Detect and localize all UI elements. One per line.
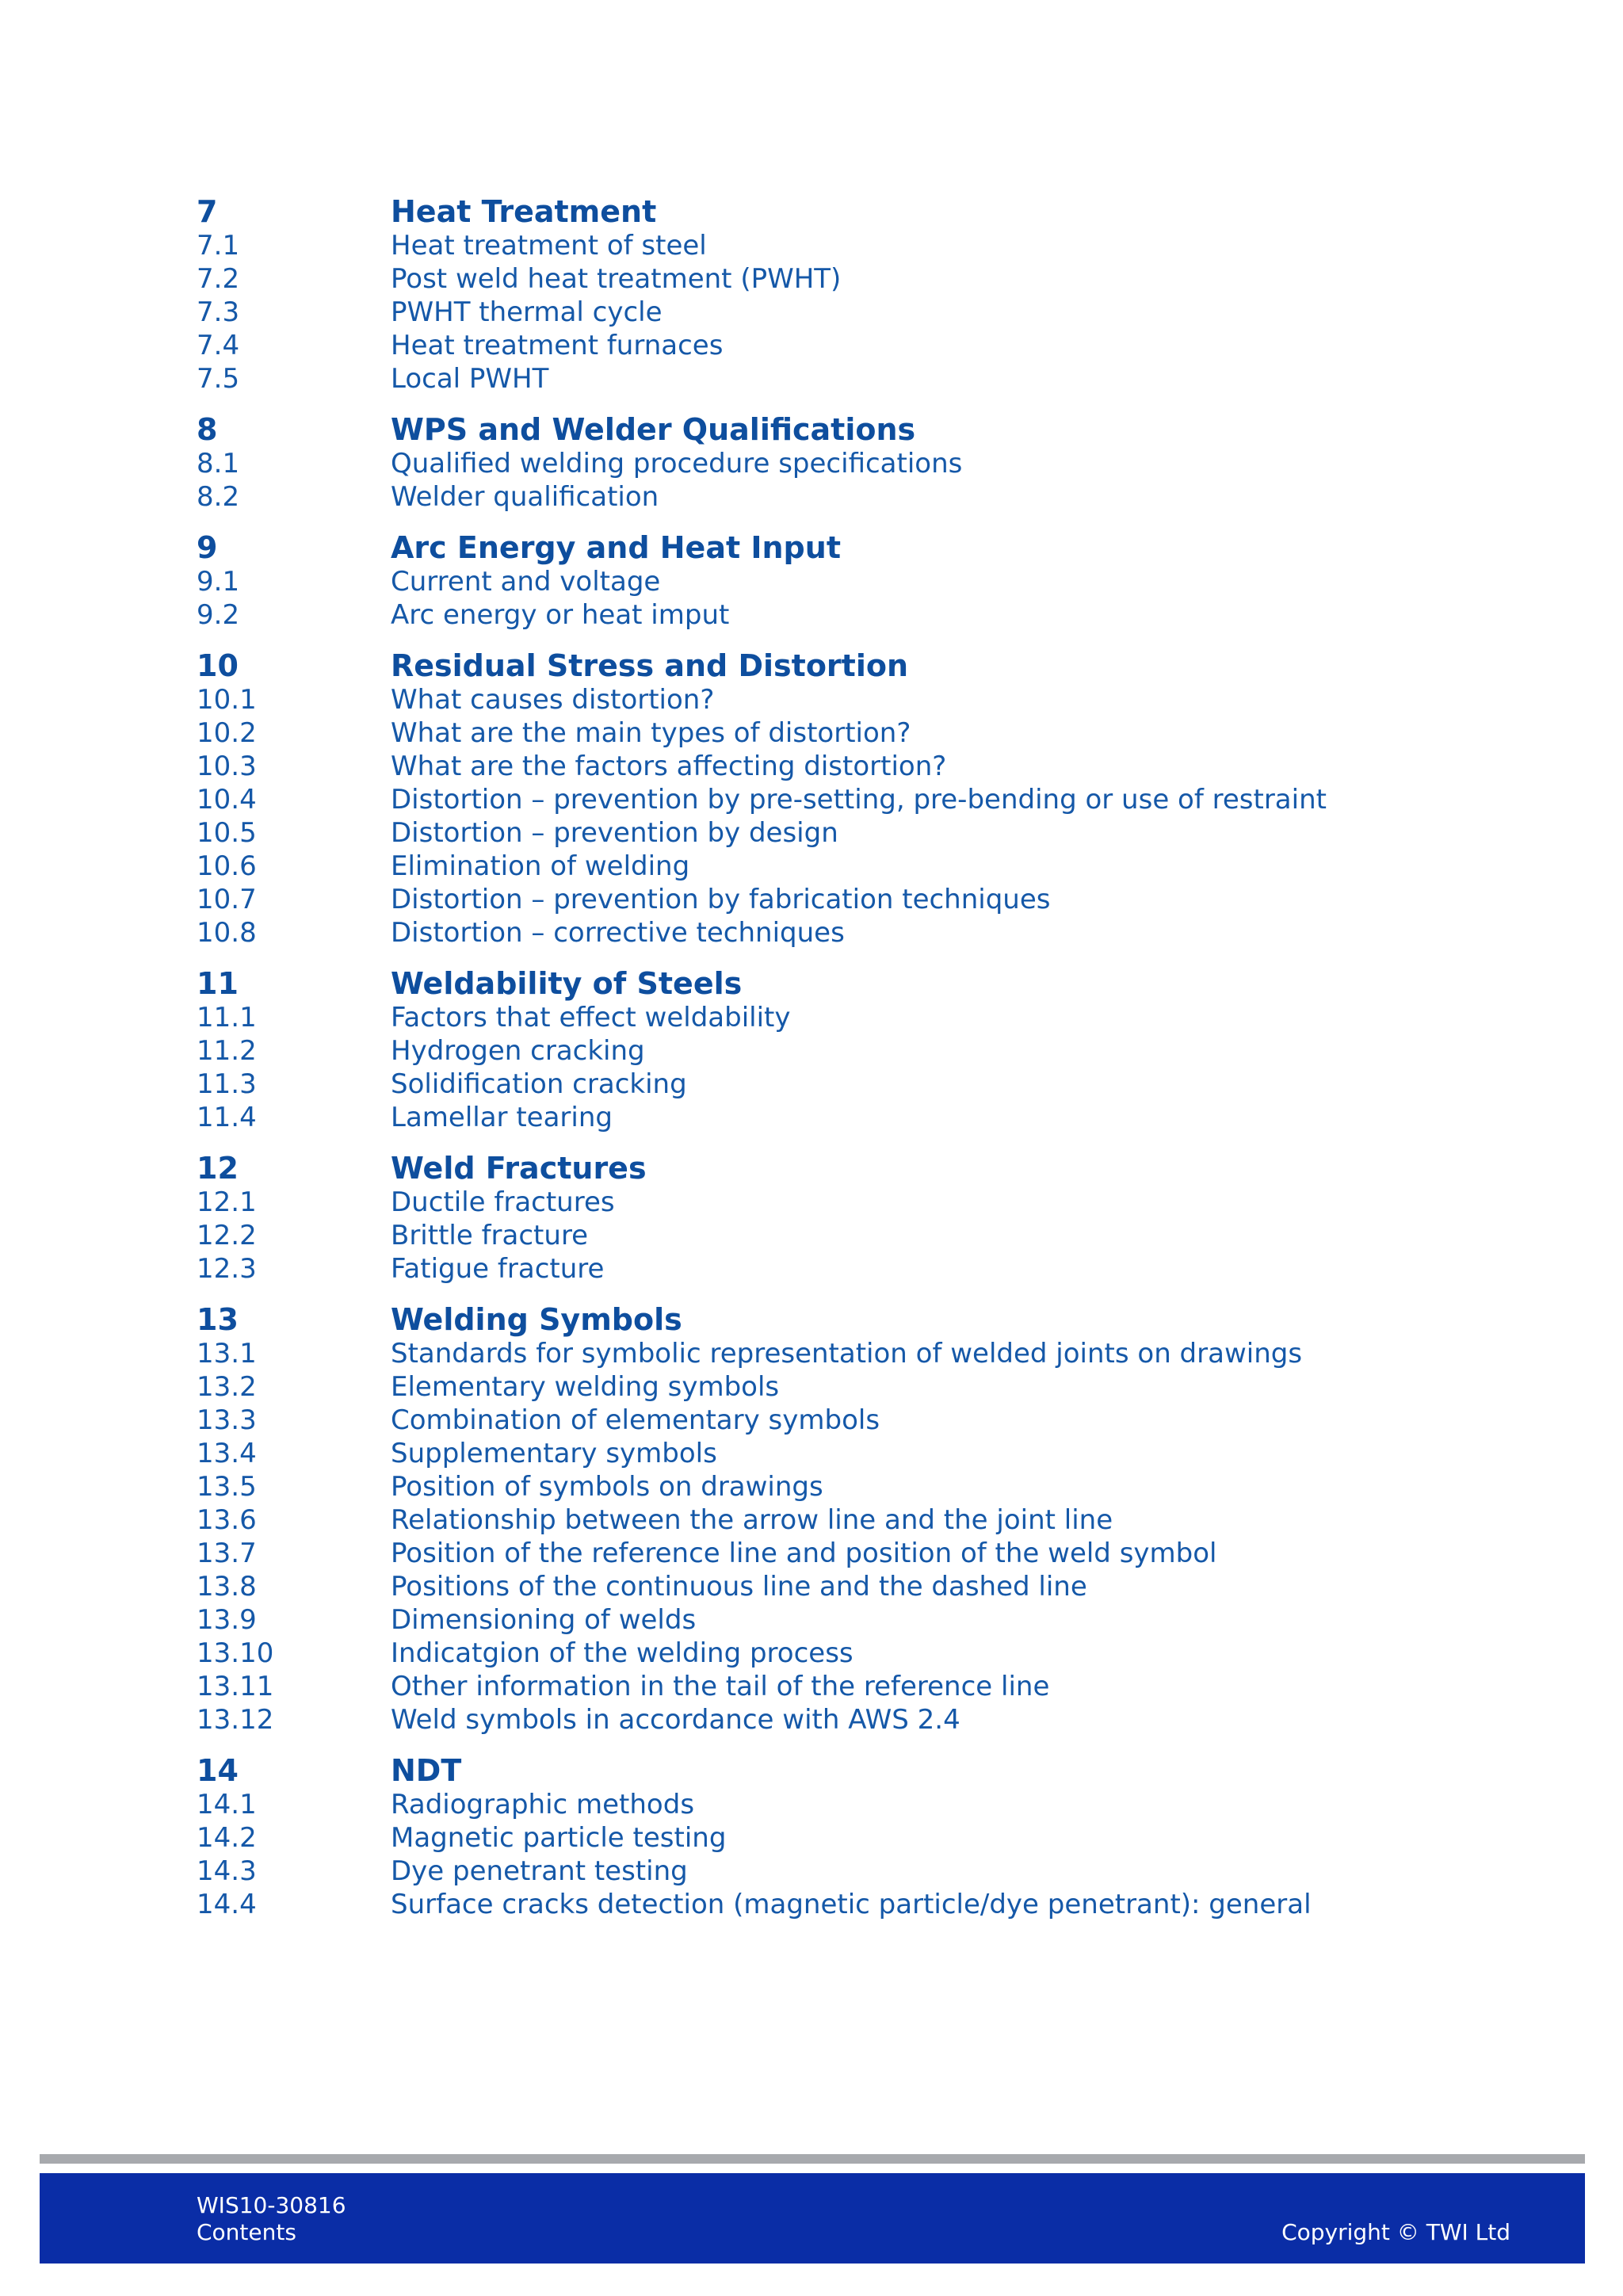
- entry-number: 8.1: [197, 448, 240, 479]
- entry-number: 7.2: [197, 263, 240, 295]
- entry-number: 14.4: [197, 1889, 257, 1920]
- entry-number: 13.5: [197, 1471, 257, 1503]
- section-number: 12: [197, 1151, 239, 1186]
- entry-title: Brittle fracture: [391, 1220, 589, 1251]
- toc-entry[interactable]: [197, 262, 1433, 296]
- footer-divider: [40, 2154, 1585, 2164]
- entry-title: Qualified welding procedure specifications: [391, 448, 963, 479]
- entry-number: 13.7: [197, 1538, 257, 1569]
- entry-title: Positions of the continuous line and the dashed line: [391, 1571, 1087, 1603]
- entry-title: Post weld heat treatment (PWHT): [391, 263, 842, 295]
- entry-number: 13.6: [197, 1504, 257, 1536]
- entry-title: Ductile fractures: [391, 1186, 615, 1218]
- toc-section-heading[interactable]: [197, 966, 1433, 1001]
- entry-number: 10.4: [197, 784, 257, 816]
- toc-entry[interactable]: [197, 329, 1433, 362]
- toc-section: [197, 530, 1433, 632]
- toc-entry[interactable]: [197, 683, 1433, 716]
- entry-number: 8.2: [197, 481, 240, 513]
- entry-title: Local PWHT: [391, 363, 549, 395]
- footer-left-block: [197, 2192, 346, 2246]
- section-number: 7: [197, 194, 218, 229]
- section-number: 14: [197, 1753, 239, 1788]
- entry-title: Lamellar tearing: [391, 1102, 613, 1133]
- entry-title: Magnetic particle testing: [391, 1822, 727, 1854]
- toc-entry[interactable]: [197, 1437, 1433, 1470]
- entry-title: What are the main types of distortion?: [391, 717, 911, 749]
- entry-title: Heat treatment furnaces: [391, 330, 724, 361]
- entry-number: 13.1: [197, 1338, 257, 1370]
- entry-title: Dye penetrant testing: [391, 1855, 688, 1887]
- entry-number: 10.2: [197, 717, 257, 749]
- toc-section: [197, 1302, 1433, 1736]
- entry-number: 9.1: [197, 566, 240, 598]
- entry-title: Elementary welding symbols: [391, 1371, 780, 1403]
- entry-number: 11.2: [197, 1035, 257, 1067]
- section-number: 9: [197, 530, 218, 565]
- section-number: 11: [197, 966, 239, 1001]
- section-title: Heat Treatment: [391, 194, 657, 229]
- toc-entry[interactable]: [197, 1821, 1433, 1855]
- entry-number: 14.1: [197, 1789, 257, 1820]
- toc-section: [197, 1151, 1433, 1286]
- toc-section: [197, 412, 1433, 514]
- page-footer: [40, 2173, 1585, 2264]
- entry-title: Position of the reference line and position of the weld symbol: [391, 1538, 1217, 1569]
- entry-number: 13.10: [197, 1637, 274, 1669]
- toc-entry[interactable]: [197, 565, 1433, 598]
- entry-number: 11.4: [197, 1102, 257, 1133]
- section-title: Weld Fractures: [391, 1151, 647, 1186]
- toc-entry[interactable]: [197, 1537, 1433, 1570]
- toc-entry[interactable]: [197, 1788, 1433, 1821]
- entry-number: 12.3: [197, 1253, 257, 1285]
- toc-entry[interactable]: [197, 850, 1433, 883]
- toc-entry[interactable]: [197, 816, 1433, 850]
- section-title: NDT: [391, 1753, 462, 1788]
- toc-section: [197, 648, 1433, 949]
- toc-section-heading[interactable]: [197, 412, 1433, 447]
- toc-section-heading[interactable]: [197, 1151, 1433, 1186]
- entry-title: What causes distortion?: [391, 684, 715, 716]
- entry-title: Welder qualification: [391, 481, 659, 513]
- entry-number: 10.6: [197, 850, 257, 882]
- copyright-notice: Copyright © TWI Ltd: [1281, 2219, 1510, 2245]
- toc-entry[interactable]: [197, 1337, 1433, 1370]
- entry-number: 12.1: [197, 1186, 257, 1218]
- section-number: 10: [197, 648, 239, 683]
- toc-entry[interactable]: [197, 1855, 1433, 1888]
- section-number: 13: [197, 1302, 239, 1337]
- section-number: 8: [197, 412, 218, 447]
- entry-title: Weld symbols in accordance with AWS 2.4: [391, 1704, 960, 1736]
- entry-number: 14.3: [197, 1855, 257, 1887]
- toc-entry[interactable]: [197, 1603, 1433, 1637]
- entry-title: Standards for symbolic representation of welded joints on drawings: [391, 1338, 1303, 1370]
- section-title: Weldability of Steels: [391, 966, 743, 1001]
- toc-entry[interactable]: [197, 1888, 1433, 1921]
- entry-number: 11.3: [197, 1068, 257, 1100]
- toc-entry[interactable]: [197, 362, 1433, 395]
- toc-entry[interactable]: [197, 1404, 1433, 1437]
- entry-number: 10.5: [197, 817, 257, 849]
- toc-entry[interactable]: [197, 1001, 1433, 1034]
- entry-title: Distortion – prevention by design: [391, 817, 838, 849]
- entry-title: What are the factors affecting distortion?: [391, 751, 947, 782]
- toc-section: [197, 966, 1433, 1134]
- toc-section: [197, 1753, 1433, 1921]
- entry-title: Position of symbols on drawings: [391, 1471, 823, 1503]
- toc-section-heading[interactable]: [197, 194, 1433, 229]
- entry-number: 7.4: [197, 330, 240, 361]
- entry-title: Distortion – prevention by pre-setting, pre-bending or use of restraint: [391, 784, 1327, 816]
- entry-title: PWHT thermal cycle: [391, 296, 663, 328]
- entry-title: Heat treatment of steel: [391, 230, 707, 262]
- entry-number: 10.1: [197, 684, 257, 716]
- entry-title: Current and voltage: [391, 566, 661, 598]
- toc-entry[interactable]: [197, 1101, 1433, 1134]
- entry-number: 10.8: [197, 917, 257, 949]
- toc-entry[interactable]: [197, 1570, 1433, 1603]
- toc-entry[interactable]: [197, 598, 1433, 632]
- entry-title: Distortion – corrective techniques: [391, 917, 845, 949]
- toc-entry[interactable]: [197, 1186, 1433, 1219]
- toc-entry[interactable]: [197, 1503, 1433, 1537]
- entry-title: Solidification cracking: [391, 1068, 687, 1100]
- entry-number: 13.4: [197, 1438, 257, 1469]
- section-title: WPS and Welder Qualifications: [391, 412, 916, 447]
- entry-number: 7.3: [197, 296, 240, 328]
- toc-entry[interactable]: [197, 1637, 1433, 1670]
- toc-section: [197, 194, 1433, 395]
- toc-entry[interactable]: [197, 1703, 1433, 1736]
- section-title: Welding Symbols: [391, 1302, 682, 1337]
- toc-entry[interactable]: [197, 916, 1433, 949]
- entry-number: 12.2: [197, 1220, 257, 1251]
- toc-entry[interactable]: [197, 447, 1433, 480]
- entry-title: Elimination of welding: [391, 850, 690, 882]
- entry-number: 10.7: [197, 884, 257, 915]
- toc-entry[interactable]: [197, 716, 1433, 750]
- toc-section-heading[interactable]: [197, 530, 1433, 565]
- entry-title: Fatigue fracture: [391, 1253, 605, 1285]
- entry-number: 13.8: [197, 1571, 257, 1603]
- entry-number: 10.3: [197, 751, 257, 782]
- entry-title: Radiographic methods: [391, 1789, 695, 1820]
- entry-number: 7.1: [197, 230, 240, 262]
- entry-number: 11.1: [197, 1002, 257, 1033]
- toc-entry[interactable]: [197, 1370, 1433, 1404]
- entry-number: 13.12: [197, 1704, 274, 1736]
- footer-section-name: Contents: [197, 2219, 296, 2245]
- entry-title: Distortion – prevention by fabrication techniques: [391, 884, 1051, 915]
- toc-entry[interactable]: [197, 783, 1433, 816]
- entry-number: 13.2: [197, 1371, 257, 1403]
- toc-entry[interactable]: [197, 750, 1433, 783]
- entry-title: Indicatgion of the welding process: [391, 1637, 854, 1669]
- section-title: Arc Energy and Heat Input: [391, 530, 841, 565]
- table-of-contents: [197, 194, 1433, 1938]
- entry-title: Combination of elementary symbols: [391, 1404, 880, 1436]
- entry-number: 9.2: [197, 599, 240, 631]
- entry-title: Factors that effect weldability: [391, 1002, 791, 1033]
- toc-section-heading[interactable]: [197, 1302, 1433, 1337]
- entry-number: 13.3: [197, 1404, 257, 1436]
- toc-entry[interactable]: [197, 1470, 1433, 1503]
- toc-entry[interactable]: [197, 480, 1433, 514]
- toc-entry[interactable]: [197, 229, 1433, 262]
- toc-entry[interactable]: [197, 1670, 1433, 1703]
- entry-number: 7.5: [197, 363, 240, 395]
- entry-title: Supplementary symbols: [391, 1438, 717, 1469]
- entry-title: Hydrogen cracking: [391, 1035, 645, 1067]
- section-title: Residual Stress and Distortion: [391, 648, 909, 683]
- entry-number: 13.11: [197, 1671, 274, 1702]
- toc-section-heading[interactable]: [197, 648, 1433, 683]
- toc-entry[interactable]: [197, 883, 1433, 916]
- entry-title: Relationship between the arrow line and the joint line: [391, 1504, 1113, 1536]
- toc-section-heading[interactable]: [197, 1753, 1433, 1788]
- entry-number: 13.9: [197, 1604, 257, 1636]
- document-code: WIS10-30816: [197, 2192, 346, 2218]
- toc-entry[interactable]: [197, 1219, 1433, 1252]
- entry-title: Other information in the tail of the reference line: [391, 1671, 1050, 1702]
- toc-entry[interactable]: [197, 1034, 1433, 1068]
- toc-entry[interactable]: [197, 1068, 1433, 1101]
- entry-title: Arc energy or heat imput: [391, 599, 730, 631]
- toc-entry[interactable]: [197, 296, 1433, 329]
- toc-entry[interactable]: [197, 1252, 1433, 1286]
- entry-number: 14.2: [197, 1822, 257, 1854]
- entry-title: Surface cracks detection (magnetic particle/dye penetrant): general: [391, 1889, 1312, 1920]
- entry-title: Dimensioning of welds: [391, 1604, 697, 1636]
